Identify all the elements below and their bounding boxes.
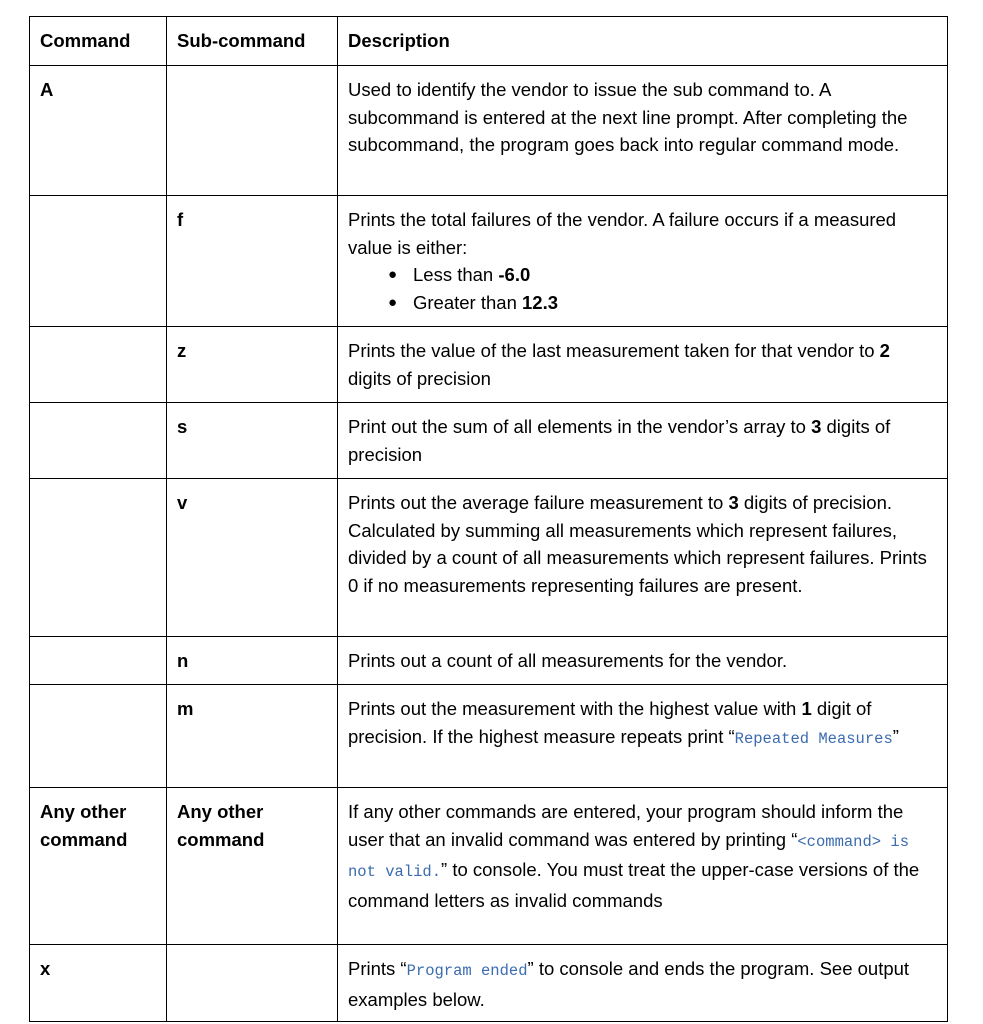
description-cell: If any other commands are entered, your program should inform the user that an invalid command was entered by printing “<command> is not valid.” to console. You must treat the upper-case versions of the command letters as invalid commands bbox=[338, 788, 948, 945]
command-cell: A bbox=[30, 66, 167, 196]
description-cell bbox=[338, 196, 948, 327]
command-cell bbox=[30, 479, 167, 637]
command-cell bbox=[30, 685, 167, 788]
table-row bbox=[30, 196, 948, 327]
table-row bbox=[30, 479, 948, 637]
table-row bbox=[30, 788, 948, 945]
subcommand-cell bbox=[167, 945, 338, 1022]
subcommand-cell bbox=[167, 66, 338, 196]
code-text: Repeated Measures bbox=[734, 729, 893, 748]
table-row bbox=[30, 403, 948, 479]
table-row bbox=[30, 945, 948, 1022]
code-text: <command> is not valid. bbox=[348, 832, 909, 881]
command-cell bbox=[30, 196, 167, 327]
command-cell bbox=[30, 403, 167, 479]
table-row bbox=[30, 66, 948, 196]
header-description: Description bbox=[338, 17, 948, 66]
subcommand-cell: m bbox=[167, 685, 338, 788]
subcommand-cell: f bbox=[167, 196, 338, 327]
table-row bbox=[30, 685, 948, 788]
header-subcommand: Sub-command bbox=[167, 17, 338, 66]
command-cell bbox=[30, 327, 167, 403]
list-item: ● Less than -6.0 bbox=[388, 261, 937, 289]
command-cell bbox=[30, 637, 167, 685]
command-table bbox=[29, 16, 948, 1022]
code-text: Program ended bbox=[406, 962, 528, 980]
subcommand-cell: n bbox=[167, 637, 338, 685]
subcommand-cell: s bbox=[167, 403, 338, 479]
description-cell: Prints out the average failure measurement to 3 digits of precision. Calculated by summing all measurements which represent failures, divided by a count of all measurements which represent failures. Prints 0 if no measurements representing failures are present. bbox=[338, 479, 948, 637]
description-cell: Prints out the measurement with the highest value with 1 digit of precision. If the highest measure repeats print “Repeated Measures” bbox=[338, 685, 948, 788]
list-item: ● Greater than 12.3 bbox=[388, 289, 937, 317]
description-cell: Prints “Program ended” to console and ends the program. See output examples below. bbox=[338, 945, 948, 1022]
command-cell: Any other command bbox=[30, 788, 167, 945]
subcommand-cell: Any other command bbox=[167, 788, 338, 945]
description-cell: Print out the sum of all elements in the vendor’s array to 3 digits of precision bbox=[338, 403, 948, 479]
description-text: Prints the total failures of the vendor. A failure occurs if a measured value is either: bbox=[348, 209, 897, 258]
subcommand-cell: v bbox=[167, 479, 338, 637]
table-row bbox=[30, 637, 948, 685]
header-command: Command bbox=[30, 17, 167, 66]
failure-criteria-list bbox=[348, 261, 937, 316]
subcommand-cell: z bbox=[167, 327, 338, 403]
description-cell: Prints out a count of all measurements for the vendor. bbox=[338, 637, 948, 685]
command-cell: x bbox=[30, 945, 167, 1022]
table-row bbox=[30, 327, 948, 403]
description-cell: Used to identify the vendor to issue the sub command to. A subcommand is entered at the next line prompt. After completing the subcommand, the program goes back into regular command mode. bbox=[338, 66, 948, 196]
description-cell: Prints the value of the last measurement taken for that vendor to 2 digits of precision bbox=[338, 327, 948, 403]
header-row bbox=[30, 17, 948, 66]
